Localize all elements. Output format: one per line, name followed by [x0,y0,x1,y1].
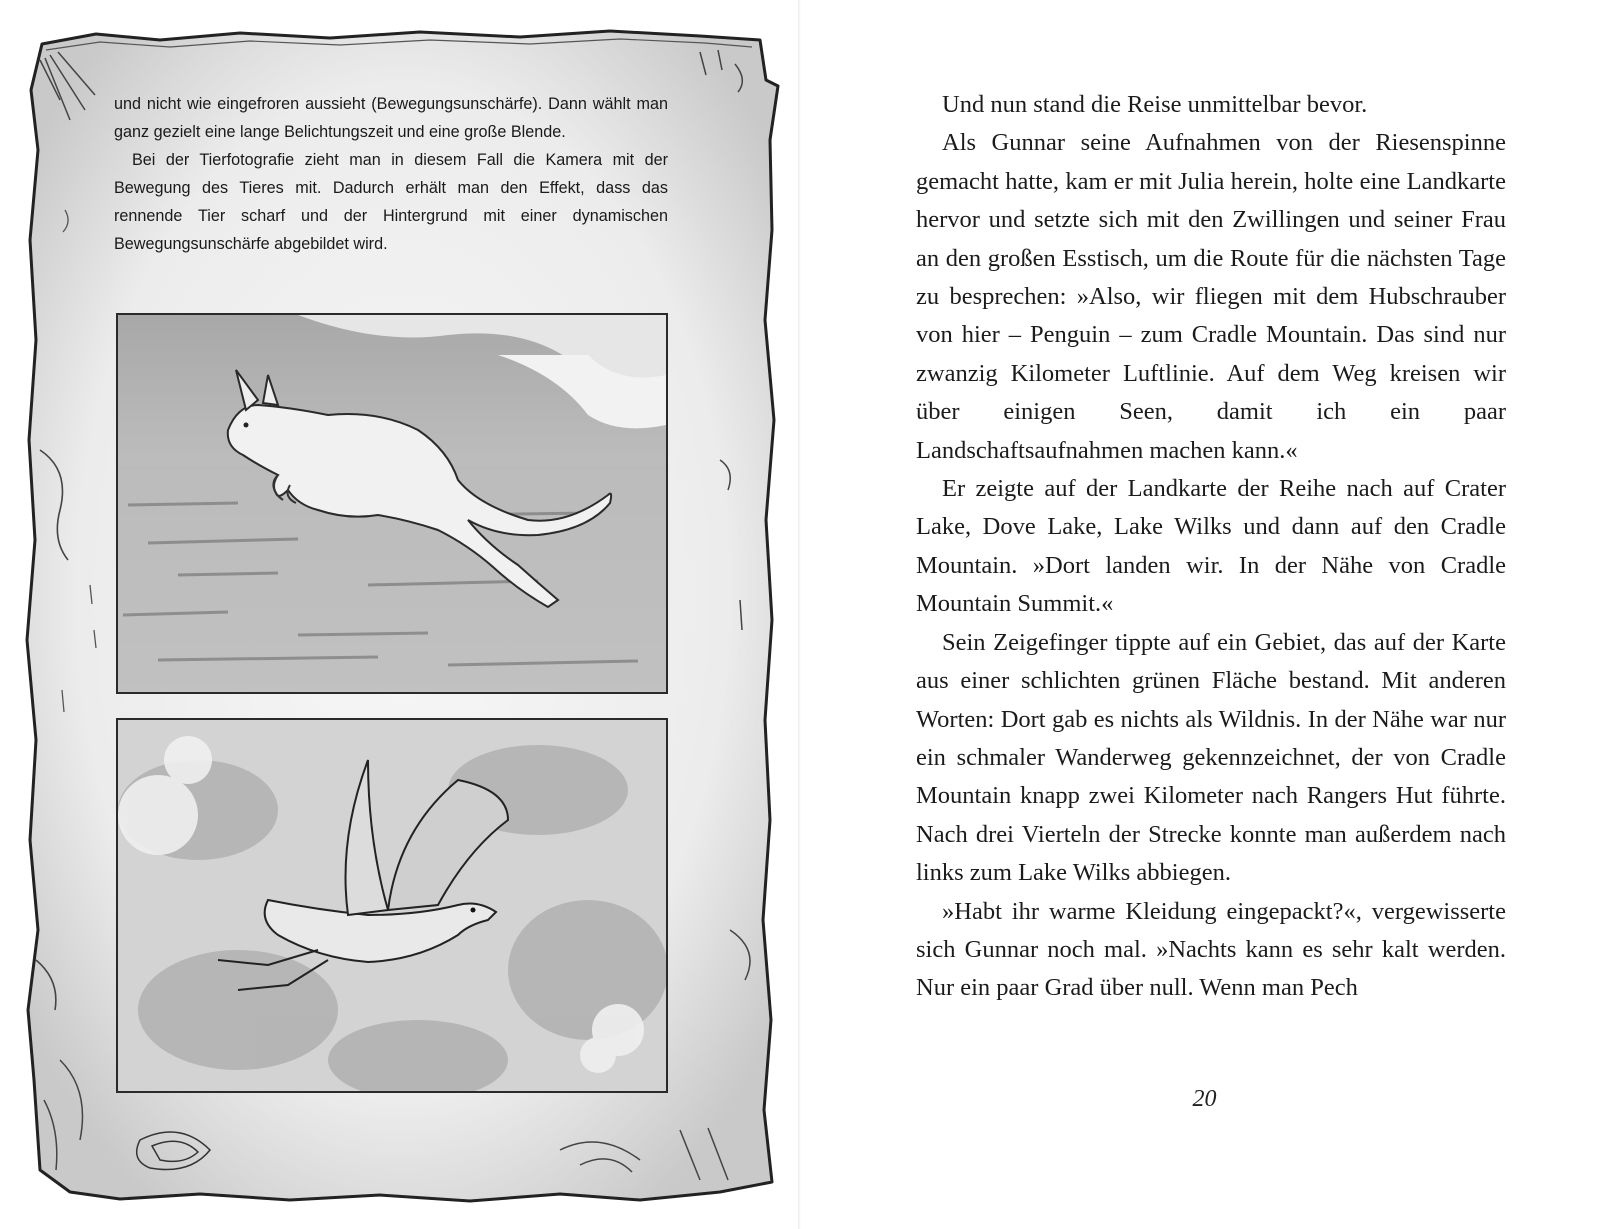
story-paragraph-4: Sein Zeigefinger tippte auf ein Gebiet, das auf der Karte aus einer schlichten grünen Fläche bestand. Mit anderen Worten: Dort gab es nichts als Wildnis. In der Nähe war nur ein schmaler Wanderweg gekennzeichnet, der von Cradle Mountain knapp zwei Kilometer nach Rangers Hut führte. Nach drei Vierteln der Strecke konnte man außerdem nach links zum Lake Wilks abbiegen. [916,628,1506,887]
bird-illustration [116,718,668,1093]
bird-drawing [118,720,666,1091]
story-paragraph-3: Er zeigte auf der Landkarte der Reihe nach auf Crater Lake, Dove Lake, Lake Wilks und dann auf den Cradle Mountain. »Dort landen wir. In der Nähe von Cradle Mountain Summit.« [916,475,1506,618]
photo-tip-text [114,90,668,258]
story-paragraph-1: Und nun stand die Reise unmittelbar bevor. [942,91,1368,118]
info-paragraph-1: und nicht wie eingefroren aussieht (Bewegungsunschärfe). Dann wählt man ganz gezielt eine lange Belichtungszeit und eine große Blende. [114,95,668,141]
story-paragraph-5: »Habt ihr warme Kleidung eingepackt?«, vergewisserte sich Gunnar noch mal. »Nachts kann es sehr kalt werden. Nur ein paar Grad über null. Wenn man Pech [916,897,1506,1002]
kangaroo-drawing [118,315,666,692]
story-text [916,86,1506,1008]
page-number: 20 [1192,1086,1217,1112]
right-page [805,0,1600,1229]
story-paragraph-2: Als Gunnar seine Aufnahmen von der Riesenspinne gemacht hatte, kam er mit Julia herein, holte eine Landkarte hervor und setzte sich mit den Zwillingen und seiner Frau an den großen Esstisch, um die Route für die nächsten Tage zu besprechen: »Also, wir fliegen mit dem Hubschrauber von hier – Penguin – zum Cradle Mountain. Das sind nur zwanzig Kilometer Luftlinie. Auf dem Weg kreisen wir über einigen Seen, damit ich ein paar Landschaftsaufnahmen machen kann.« [916,129,1506,464]
kangaroo-illustration [116,313,668,694]
page-gutter [798,0,801,1229]
info-paragraph-2: Bei der Tierfotografie zieht man in diesem Fall die Kamera mit der Bewegung des Tieres mit. Dadurch erhält man den Effekt, dass das rennende Tier scharf und der Hintergrund mit einer dynamischen Bewegungsunschärfe abgebildet wird. [114,151,668,253]
